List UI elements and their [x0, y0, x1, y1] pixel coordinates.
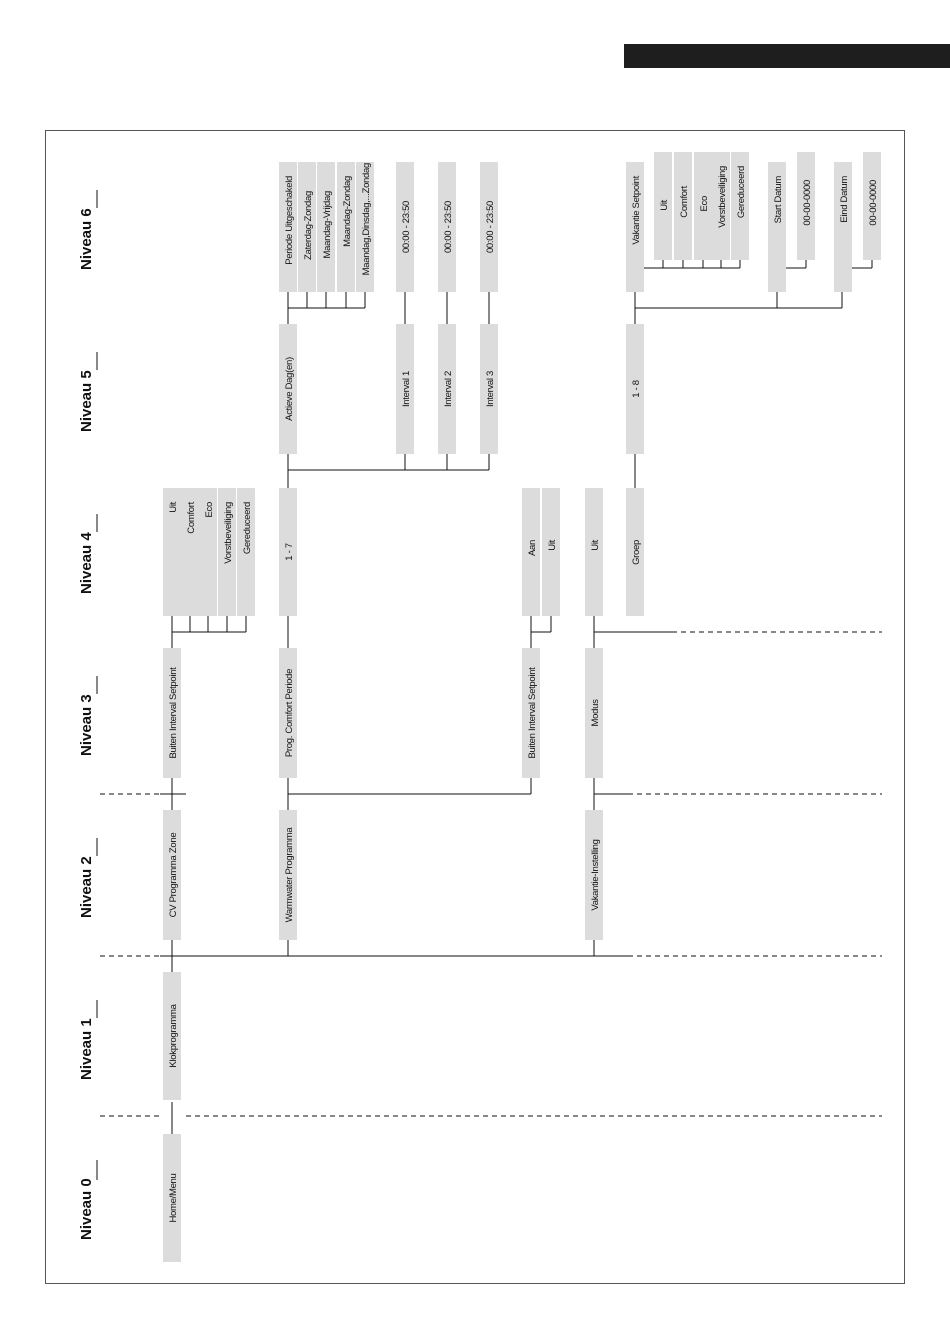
node-eind-datum-waarde	[863, 152, 881, 260]
svg-text:Uit: Uit	[659, 200, 670, 211]
level-3-heading: Niveau 3	[78, 694, 95, 756]
svg-text:Gereduceerd: Gereduceerd	[736, 166, 747, 219]
svg-text:Maandag-Vrijdag: Maandag-Vrijdag	[322, 191, 333, 259]
svg-text:Start Datum: Start Datum	[773, 176, 784, 224]
svg-text:00-00-0000: 00-00-0000	[802, 180, 813, 226]
svg-text:00:00 - 23:50: 00:00 - 23:50	[485, 200, 496, 254]
level-1-heading: Niveau 1	[78, 1018, 95, 1080]
svg-text:Comfort: Comfort	[679, 186, 690, 218]
svg-text:Eco: Eco	[699, 196, 710, 212]
level-6-heading: Niveau 6	[78, 208, 95, 270]
node-cv-setpoint-options	[163, 488, 255, 616]
svg-text:Vorstbeveiliging: Vorstbeveiliging	[223, 502, 234, 564]
svg-text:Interval 1: Interval 1	[401, 370, 412, 408]
node-actieve-dagen	[279, 324, 297, 454]
node-dag-opties	[279, 162, 374, 292]
node-modus	[585, 648, 603, 778]
svg-text:Prog. Comfort Periode: Prog. Comfort Periode	[284, 668, 295, 758]
node-start-datum-waarde	[797, 152, 815, 260]
svg-text:Zaterdag-Zondag: Zaterdag-Zondag	[303, 191, 314, 260]
svg-text:Modus: Modus	[590, 699, 601, 727]
node-interval-1	[396, 324, 414, 454]
svg-text:Uit: Uit	[547, 540, 558, 551]
node-eind-datum	[834, 162, 852, 292]
level-separators	[100, 632, 882, 1116]
node-vakantie-instelling	[585, 810, 603, 940]
svg-text:Eco: Eco	[204, 502, 215, 518]
svg-text:00-00-0000: 00-00-0000	[868, 180, 879, 226]
svg-text:Gereduceerd: Gereduceerd	[242, 502, 253, 555]
svg-text:Vakantie-Instelling: Vakantie-Instelling	[590, 839, 601, 911]
node-warmwater-programma	[279, 810, 297, 940]
svg-text:Comfort: Comfort	[186, 502, 197, 534]
svg-text:Uit: Uit	[590, 540, 601, 551]
svg-text:Eind Datum: Eind Datum	[839, 176, 850, 223]
node-klokprogramma	[163, 972, 181, 1100]
svg-text:Maandag,Dinsdag,...Zondag: Maandag,Dinsdag,...Zondag	[361, 163, 372, 276]
node-dagen-1-7	[279, 488, 297, 616]
svg-text:Vorstbeveiliging: Vorstbeveiliging	[717, 166, 728, 228]
node-home-menu	[163, 1134, 181, 1262]
node-groep-1-8	[626, 324, 644, 454]
node-buiten-interval-setpoint-cv	[163, 648, 181, 778]
svg-text:1 - 7: 1 - 7	[284, 543, 295, 561]
svg-text:00:00 - 23:50: 00:00 - 23:50	[401, 200, 412, 254]
node-prog-comfort-periode	[279, 648, 297, 778]
svg-text:Home/Menu: Home/Menu	[168, 1173, 179, 1223]
svg-text:Periode Uitgeschakeld: Periode Uitgeschakeld	[284, 176, 295, 265]
level-2-heading: Niveau 2	[78, 856, 95, 918]
node-aan-uit-ww	[522, 488, 560, 616]
level-4-heading: Niveau 4	[78, 532, 95, 594]
svg-text:Warmwater Programma: Warmwater Programma	[284, 827, 295, 923]
svg-text:Groep: Groep	[631, 540, 642, 565]
node-cv-programma-zone	[163, 810, 181, 940]
level-5-heading: Niveau 5	[78, 370, 95, 432]
svg-text:Uit: Uit	[168, 502, 179, 513]
node-start-datum	[768, 162, 786, 292]
node-uit-modus	[585, 488, 603, 616]
svg-text:Aan: Aan	[527, 540, 538, 557]
svg-text:Buiten Interval Setpoint: Buiten Interval Setpoint	[527, 667, 538, 759]
svg-text:Interval 2: Interval 2	[443, 370, 454, 408]
svg-text:Interval 3: Interval 3	[485, 370, 496, 408]
node-vakantie-setpoint-options	[654, 152, 749, 260]
node-buiten-interval-setpoint-ww	[522, 648, 540, 778]
svg-text:Klokprogramma: Klokprogramma	[168, 1004, 179, 1068]
level-0-heading: Niveau 0	[78, 1178, 95, 1240]
svg-text:1 - 8: 1 - 8	[631, 380, 642, 398]
node-vakantie-setpoint	[626, 162, 644, 292]
node-groep	[626, 488, 644, 616]
svg-text:Actieve Dag(en): Actieve Dag(en)	[284, 357, 295, 421]
node-interval-tijden	[396, 162, 498, 292]
node-interval-3	[480, 324, 498, 454]
svg-text:00:00 - 23:50: 00:00 - 23:50	[443, 200, 454, 254]
node-interval-2	[438, 324, 456, 454]
svg-text:Maandag-Zondag: Maandag-Zondag	[342, 176, 353, 247]
svg-text:Buiten Interval Setpoint: Buiten Interval Setpoint	[168, 667, 179, 759]
svg-text:CV Programma Zone: CV Programma Zone	[168, 832, 179, 918]
svg-text:Vakantie Setpoint: Vakantie Setpoint	[631, 176, 642, 245]
level-headings	[78, 190, 97, 1240]
